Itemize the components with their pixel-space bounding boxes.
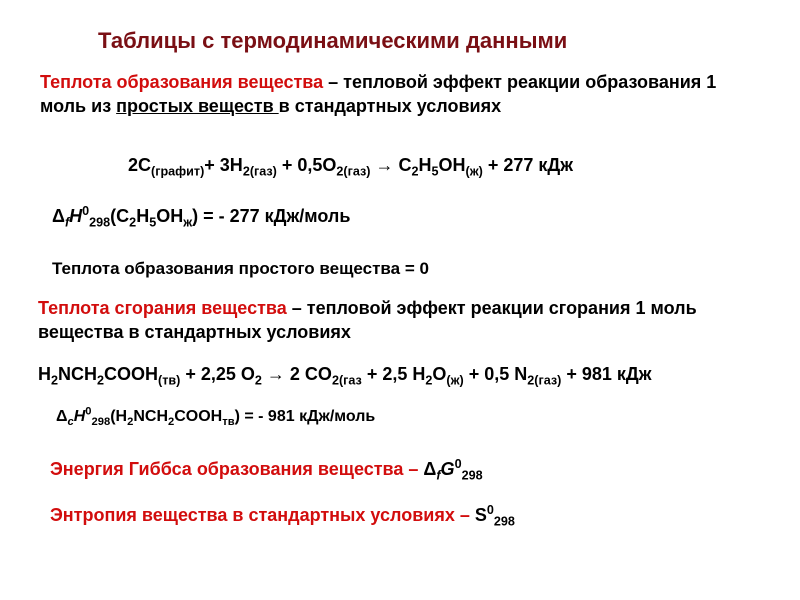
eq1-h: + 3H — [204, 155, 243, 175]
eq1-arrow: → C — [370, 155, 412, 175]
entropy-text: Энтропия вещества в стандартных условиях – — [50, 505, 475, 525]
eq4-delta: Δ — [56, 408, 68, 425]
gibbs-G: G — [440, 459, 455, 479]
eq2-s2: 5 — [149, 215, 157, 230]
eq3-n2: + 0,5 N — [463, 364, 528, 384]
eq3-cooh-sub: (тв) — [158, 373, 181, 388]
eq1-s2: 5 — [431, 164, 439, 179]
eq4-nch: NCH — [133, 408, 168, 425]
eq4-s1: 2 — [127, 416, 134, 429]
gibbs-sup0: 0 — [454, 457, 462, 471]
eq1-c-sub: (графит) — [151, 164, 205, 179]
eq2-open: (C — [110, 206, 130, 226]
eq2-s1: 2 — [129, 215, 137, 230]
eq3-s1: 2 — [51, 373, 59, 388]
eq3-h2o-sub1: 2 — [425, 373, 433, 388]
eq3-h2o: + 2,5 H — [361, 364, 426, 384]
formation-enthalpy-ethanol — [52, 204, 351, 230]
eq3-o: O — [432, 364, 447, 384]
combustion-definition — [38, 297, 728, 344]
eq3-co2-sub: 2(газ — [331, 373, 362, 388]
eq1-c: 2C — [128, 155, 152, 175]
combustion-term: Теплота сгорания вещества — [38, 298, 287, 318]
combustion-enthalpy-glycine — [56, 405, 376, 429]
simple-substance-note: Теплота образования простого вещества = 0 — [52, 259, 429, 278]
eq3-o2-sub: 2 — [254, 373, 262, 388]
combustion-def: тепловой эффект реакции сгорания 1 моль вещества в стандартных условиях — [38, 298, 697, 342]
eq3-nch: NCH — [58, 364, 98, 384]
combustion-equation — [38, 364, 652, 388]
formation-def-a: тепловой эффект реакции образования 1 моль из — [40, 72, 717, 116]
gibbs-energy-line — [50, 457, 483, 483]
simple-substances-underlined: простых веществ — [116, 95, 279, 116]
formation-equation — [128, 155, 573, 179]
eq1-s1: 2 — [411, 164, 419, 179]
eq3-tail: + 981 кДж — [561, 364, 652, 384]
eq4-tail: ) = - 981 кДж/моль — [234, 408, 376, 425]
eq2-f: f — [64, 215, 70, 230]
eq2-oh: OH — [156, 206, 184, 226]
eq2-sup0: 0 — [82, 204, 90, 218]
eq4-open: (H — [110, 408, 128, 425]
eq1-tail: + 277 кДж — [482, 155, 573, 175]
eq4-c: c — [67, 416, 74, 429]
formation-def-b: в стандартных условиях — [278, 95, 502, 116]
eq4-sub-tv: тв — [222, 416, 235, 429]
eq1-oh: OH — [438, 155, 466, 175]
eq4-sup0: 0 — [85, 405, 92, 418]
entropy-line — [50, 503, 515, 529]
eq3-cooh: COOH — [104, 364, 159, 384]
formation-term: Теплота образования вещества — [40, 72, 324, 92]
entropy-sup0: 0 — [486, 503, 494, 517]
eq4-cooh: COOH — [174, 408, 223, 425]
eq4-H: H — [73, 408, 86, 425]
eq2-delta: Δ — [52, 206, 65, 226]
eq2-H: H — [69, 206, 83, 226]
eq4-t: 298 — [91, 416, 111, 429]
eq1-h-sub: 2(газ) — [242, 164, 277, 179]
formation-dash: – — [323, 72, 344, 92]
eq3-h: H — [38, 364, 51, 384]
eq3-h2o-sub2: (ж) — [446, 373, 464, 388]
eq1-h5: H — [418, 155, 432, 175]
entropy-S: S — [474, 505, 487, 525]
entropy-t: 298 — [493, 514, 515, 529]
gibbs-f: f — [436, 468, 441, 483]
eq4-s2: 2 — [168, 416, 175, 429]
eq2-t: 298 — [89, 215, 111, 230]
eq2-h: H — [136, 206, 150, 226]
eq3-s2: 2 — [97, 373, 105, 388]
eq1-o-sub: 2(газ) — [336, 164, 371, 179]
eq1-oh-sub: (ж) — [465, 164, 483, 179]
eq2-tail: ) = - 277 кДж/моль — [192, 206, 351, 226]
gibbs-delta: Δ — [423, 459, 437, 479]
eq2-sub-zh: ж — [183, 215, 193, 230]
eq3-arrow: → 2 CO — [261, 364, 332, 384]
eq1-o: + 0,5O — [276, 155, 337, 175]
eq3-n2-sub: 2(газ) — [527, 373, 562, 388]
slide-title: Таблицы с термодинамическими данными — [98, 28, 568, 53]
gibbs-text: Энергия Гиббса образования вещества – — [50, 459, 424, 479]
combustion-dash: – — [286, 298, 307, 318]
gibbs-t: 298 — [461, 468, 483, 483]
formation-definition — [40, 71, 730, 118]
eq3-o2: + 2,25 O — [180, 364, 255, 384]
